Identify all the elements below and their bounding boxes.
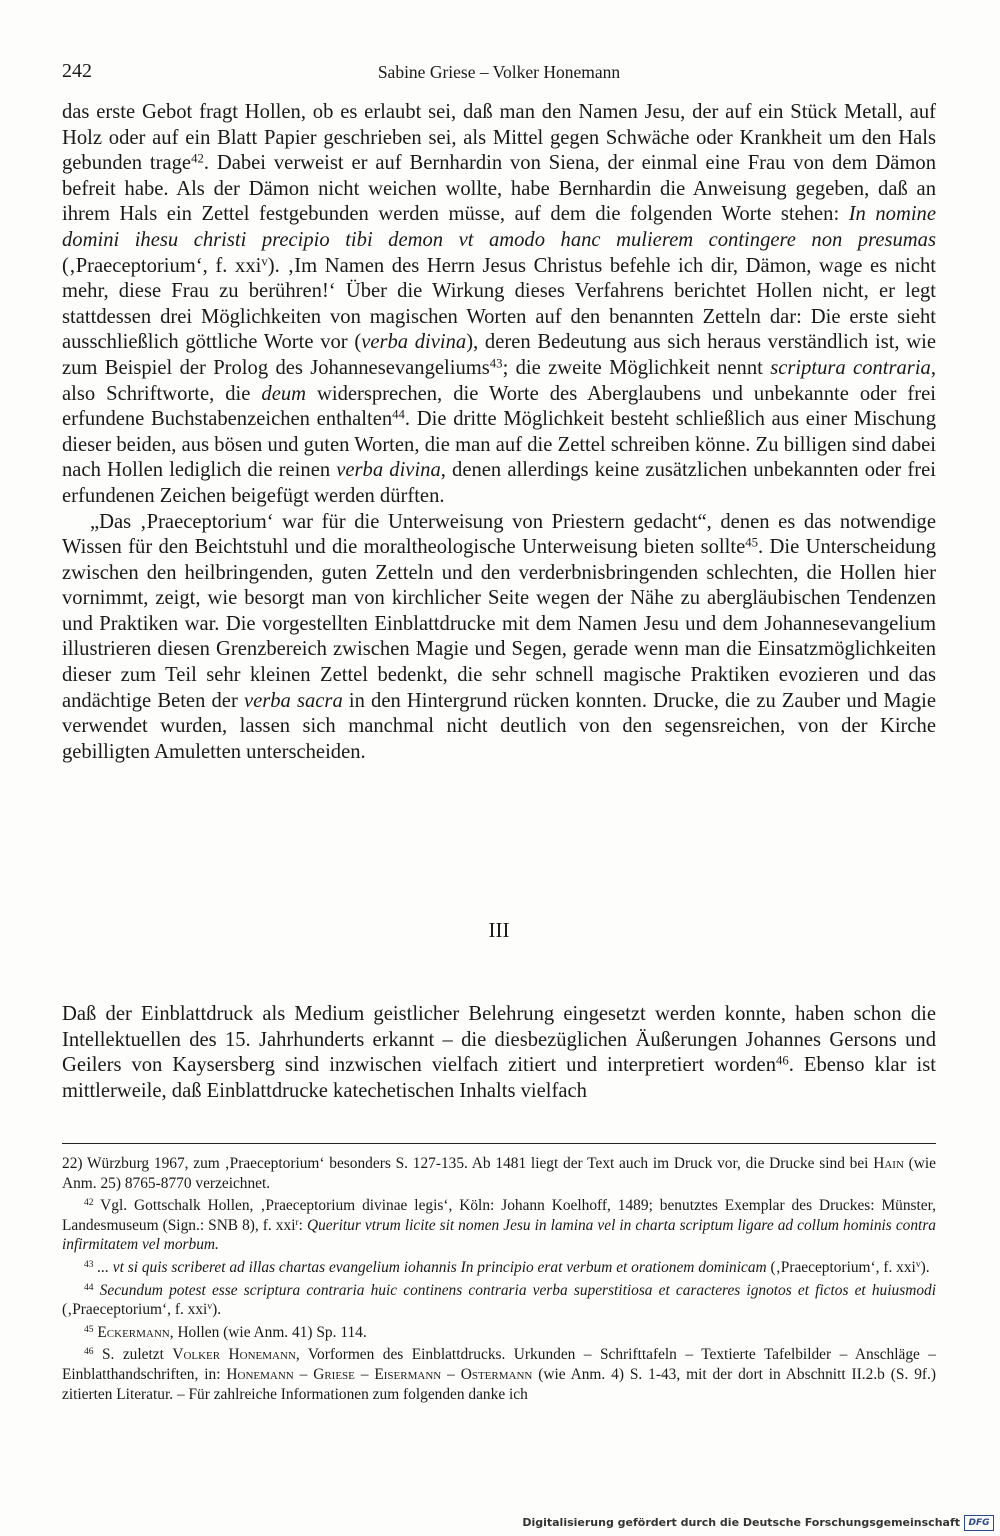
- text-run: . Dabei verweist er auf Bernhardin von Siena, der einmal eine Frau von dem Dämon befreit habe. Als der Dämon nicht weichen wollte, habe Bernhardin die Anweisung gegeben, daß an ihrem Hals ein Zettel festgebunden werden müsse, auf dem die folgenden Worte stehen:: [62, 152, 936, 226]
- footnote-reference: 42: [84, 1197, 94, 1209]
- paragraph-1: [62, 100, 936, 510]
- text-run: ), deren Bedeutung aus sich heraus verständlich ist, wie zum Beispiel der Prolog des Johannesevangeliums: [62, 331, 936, 379]
- italic-text: verba sacra: [243, 689, 343, 712]
- footnote-4: [62, 1323, 936, 1343]
- text-run: ). ‚Im Namen des Herrn Jesus Christus befehle ich dir, Dämon, wage es nicht mehr, diese Frau zu berühren!‘ Über die Wirkung dieses Verfahrens berichtet Hollen nicht, er legt stattdessen drei Möglichkeiten von magischen Worten auf den benannten Zetteln dar: Die erste sieht ausschließlich göttliche Worte vor (: [62, 254, 936, 354]
- page-header: [62, 60, 936, 90]
- italic-text: verba divina: [336, 459, 441, 482]
- italic-text: ... vt si quis scriberet ad illas chartas evangelium iohannis In principio erat verbum et orationem dominicam: [97, 1258, 767, 1276]
- text-run: . Die Unterscheidung zwischen den heilbringenden, guten Zetteln und den verderbnisbringenden schlechten, die Hollen hier vornimmt, zeigt, wie besorgt man von kirchlicher Seite wegen der Nähe zu abergläubischen Tendenzen und Praktiken war. Die vorgestellten Einblattdrucke mit dem Namen Jesu und dem Johannesevangelium illustrieren diesen Grenzbereich zwischen Magie und Segen, gerade wenn man die Einsatzmöglichkeiten dieser zum Teil sehr kleinen Zettel bedenkt, die sehr schnell magische Praktiken evozieren und das andächtige Beten der: [62, 536, 936, 712]
- text-run: , denen allerdings keine zusätzlichen unbekannten oder frei erfundenen Zeichen beigefügt werden dürften.: [62, 459, 936, 507]
- page-number: 242: [62, 60, 92, 82]
- footnote-reference: r: [295, 1217, 299, 1229]
- text-run: , Hollen (wie Anm. 41) Sp. 114.: [169, 1323, 367, 1341]
- text-run: . Ebenso klar ist mittlerweile, daß Einblattdrucke katechetischen Inhalts vielfach: [62, 1054, 936, 1102]
- footnote-reference: v: [915, 1259, 921, 1271]
- text-run: . Die dritte Möglichkeit besteht schließlich aus einer Mischung dieser beiden, aus bösen und guten Worten, die man auf die Zettel schreiben könne. Zu billigen sind dabei nach Hollen lediglich die reinen: [62, 408, 936, 482]
- italic-text: In nomine domini ihesu christi precipio tibi demon vt amodo hanc mulierem contingere non presumas: [62, 203, 936, 251]
- text-run: (‚Praeceptorium‘, f. xxi: [62, 254, 262, 277]
- footnotes: [62, 1154, 936, 1407]
- small-caps-name: Volker Honemann: [172, 1346, 296, 1364]
- text-run: ).: [212, 1301, 222, 1319]
- footnote-reference: 44: [84, 1281, 94, 1293]
- body-text-bottom: [62, 1002, 936, 1104]
- text-run: ).: [920, 1258, 930, 1276]
- footnote-reference: 45: [84, 1323, 94, 1335]
- text-run: „Das ‚Praeceptorium‘ war für die Unterweisung von Priestern gedacht“, denen es das notwendige Wissen für den Beichtstuhl und die moraltheologische Unterweisung bieten sollte: [62, 510, 936, 559]
- footnote-reference: 46: [776, 1053, 789, 1068]
- footnote-reference: v: [261, 254, 268, 269]
- text-run: Daß der Einblattdruck als Medium geistlicher Belehrung eingesetzt werden konnte, haben schon die Intellektuellen des 15. Jahrhunderts erkannt – die diesbezüglichen Äußerungen Johannes Gersons und Geilers von Kaysersberg sind inzwischen vielfach zitiert und interpretiert worden: [62, 1003, 936, 1077]
- text-run: :: [298, 1216, 307, 1234]
- paragraph-2: [62, 510, 936, 766]
- running-head: Sabine Griese – Volker Honemann: [377, 62, 621, 82]
- text-run: (wie Anm. 4) S. 1-43, mit der dort in Abschnitt II.2.b (S. 9f.) zitierten Literatur. – Für zahlreiche Informationen zum folgenden danke ich: [62, 1365, 936, 1403]
- small-caps-name: Eckermann: [97, 1323, 170, 1341]
- text-run: das erste Gebot fragt Hollen, ob es erlaubt sei, daß man den Namen Jesu, der auf ein Stück Metall, auf Holz oder auf ein Blatt Papier geschrieben sei, als Mittel gegen Schwäche oder Krankheit um den Hals gebunden trage: [62, 101, 936, 175]
- text-run: , also Schriftworte, die: [62, 356, 936, 405]
- italic-text: verba divina: [361, 331, 467, 354]
- text-run: 22) Würzburg 1967, zum ‚Praeceptorium‘ besonders S. 127-135. Ab 1481 liegt der Text auch im Druck vor, die Drucke sind bei: [62, 1155, 874, 1172]
- text-run: Vgl. Gottschalk Hollen, ‚Praeceptorium divinae legis‘, Köln: Johann Koelhoff, 1489; benutztes Exemplar des Druckes: Münster, Landesmuseum (Sign.: SNB 8), f. xxi: [62, 1197, 936, 1234]
- funding-text: Digitalisierung gefördert durch die Deutsche Forschungsgemeinschaft: [522, 1516, 960, 1529]
- funding-footer: [0, 1510, 1000, 1536]
- italic-text: deum: [261, 382, 306, 405]
- footnote-reference: 45: [745, 535, 758, 550]
- italic-text: Secundum potest esse scriptura contraria huic continens contraria verba superstitiosa et caracteres ignotos et fictos et huiusmodi: [99, 1281, 936, 1299]
- text-run: S. zuletzt: [93, 1346, 173, 1364]
- footnote-5: [62, 1345, 936, 1404]
- italic-text: Queritur vtrum licite sit nomen Jesu in lamina vel in charta scriptum ligare ad collum hominis contra infirmitatem vel morbum.: [62, 1216, 937, 1254]
- text-run: (‚Praeceptorium‘, f. xxi: [766, 1258, 916, 1276]
- footnote-reference: 43: [84, 1259, 94, 1271]
- text-run: (‚Praeceptorium‘, f. xxi: [62, 1301, 208, 1319]
- footnote-0: [62, 1154, 936, 1193]
- text-run: (wie Anm. 25) 8765-8770 verzeichnet.: [62, 1155, 936, 1192]
- text-run: ; die zweite Möglichkeit nennt: [502, 356, 771, 379]
- small-caps-name: Hain: [873, 1155, 904, 1172]
- dfg-logo-icon: DFG: [964, 1515, 994, 1531]
- footnote-reference: 42: [191, 151, 204, 166]
- footnote-2: [62, 1258, 936, 1278]
- footnote-1: [62, 1196, 936, 1255]
- footnote-3: [62, 1281, 936, 1320]
- text-run: widersprechen, die Worte des Aberglaubens und unbekannte oder frei erfundene Buchstabenzeichen enthalten: [62, 382, 936, 431]
- section-heading: III: [488, 918, 510, 942]
- footnote-reference: v: [207, 1301, 213, 1313]
- text-run: , Vorformen des Einblattdrucks. Urkunden – Schrifttafeln – Textierte Tafelbilder – Anschläge – Einblatthandschriften, in:: [62, 1346, 937, 1383]
- paragraph-3: [62, 1002, 936, 1104]
- small-caps-name: Honemann – Griese – Eisermann – Ostermann: [226, 1365, 533, 1383]
- footnote-reference: 46: [84, 1346, 94, 1358]
- text-run: in den Hintergrund rücken konnten. Drucke, die zu Zauber und Magie verwendet wurden, lassen sich manchmal nicht deutlich von den segensreichen, von der Kirche gebilligten Amuletten unterscheiden.: [62, 689, 937, 763]
- footnote-reference: 43: [489, 356, 503, 371]
- body-text-top: [62, 100, 936, 765]
- footnote-divider: [62, 1143, 936, 1144]
- italic-text: scriptura contraria: [770, 356, 931, 379]
- footnote-reference: 44: [392, 407, 405, 422]
